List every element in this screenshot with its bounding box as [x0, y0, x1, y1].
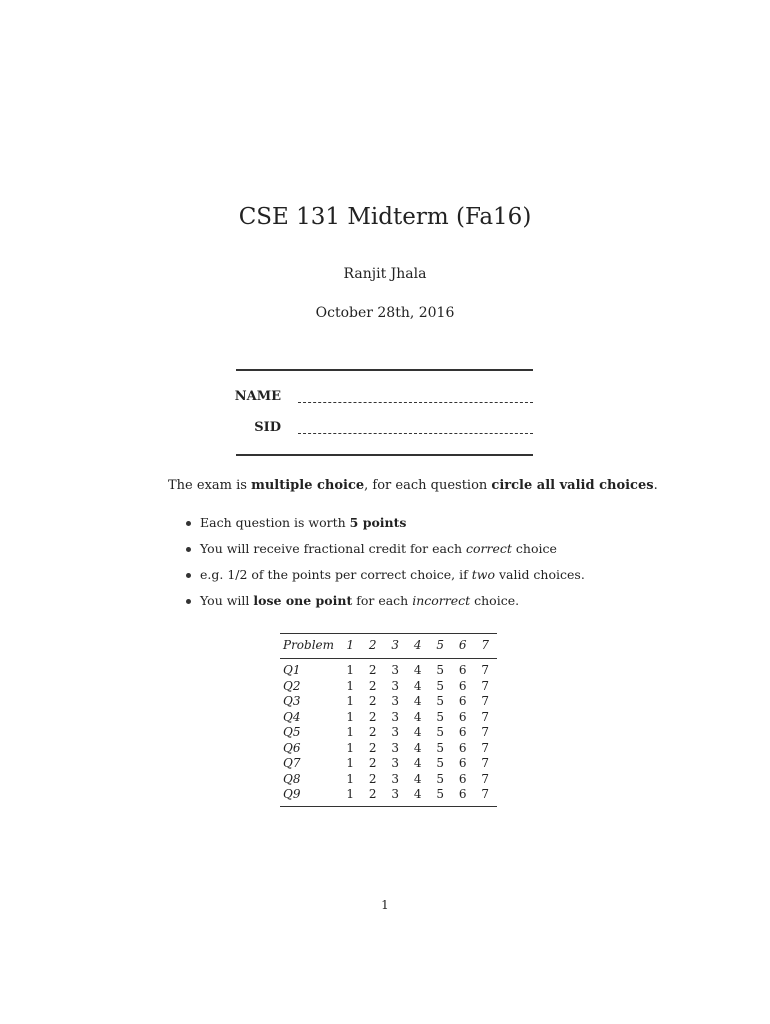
choice-option[interactable]: 2 — [368, 740, 377, 755]
exam-date: October 28th, 2016 — [315, 305, 455, 321]
choice-option[interactable]: 1 — [346, 771, 355, 786]
bullet-italic: two — [471, 567, 495, 582]
table-row — [280, 725, 497, 741]
choice-option[interactable]: 7 — [481, 771, 490, 786]
choice-option[interactable]: 7 — [474, 787, 497, 806]
name-label: NAME — [234, 389, 281, 404]
bullet-text-end: valid choices. — [494, 567, 585, 582]
choice-option[interactable]: 1 — [346, 663, 355, 677]
choice-option[interactable]: 6 — [458, 725, 467, 739]
instructions-list — [180, 511, 585, 615]
sid-label: SID — [254, 420, 281, 435]
choice-option[interactable]: 4 — [413, 694, 422, 708]
choice-option[interactable]: 7 — [481, 678, 490, 693]
choice-option[interactable]: 3 — [391, 694, 400, 708]
choice-option[interactable]: 5 — [429, 787, 452, 806]
table-row — [280, 710, 497, 726]
column-header-choice: 1 — [346, 638, 355, 652]
choice-option[interactable]: 4 — [407, 787, 430, 806]
author-name: Ranjit Jhala — [343, 266, 427, 282]
question-label: Q5 — [283, 725, 301, 739]
table-header-row — [280, 634, 497, 659]
choice-option[interactable]: 3 — [391, 678, 400, 693]
choice-option[interactable]: 3 — [391, 771, 400, 786]
choice-option[interactable]: 1 — [346, 678, 355, 693]
choice-option[interactable]: 4 — [413, 740, 422, 755]
choice-option[interactable]: 5 — [436, 756, 445, 770]
choice-option[interactable]: 6 — [458, 709, 467, 724]
bullet-text-end: choice. — [470, 593, 520, 608]
choice-option[interactable]: 1 — [346, 756, 355, 770]
bullet-icon — [186, 573, 191, 578]
column-header-choice: 7 — [481, 638, 490, 652]
intro-prefix: The exam is — [168, 478, 252, 493]
intro-bold-circle: circle all valid choices — [491, 478, 654, 493]
choice-option[interactable]: 7 — [481, 663, 490, 677]
choice-option[interactable]: 4 — [413, 678, 422, 693]
choice-option[interactable]: 3 — [391, 709, 400, 724]
choice-option[interactable]: 1 — [346, 709, 355, 724]
bullet-text-mid: for each — [352, 593, 413, 608]
choice-option[interactable]: 4 — [413, 663, 422, 677]
question-label: Q4 — [283, 709, 301, 724]
choice-option[interactable]: 5 — [436, 725, 445, 739]
choice-option[interactable]: 5 — [436, 663, 445, 677]
question-label: Q1 — [283, 663, 301, 677]
column-header-choice: 4 — [413, 638, 422, 652]
bullet-italic: incorrect — [412, 593, 471, 608]
sid-field[interactable] — [298, 433, 533, 434]
bullet-icon — [186, 547, 191, 552]
table-row — [280, 787, 497, 806]
column-header-choice: 5 — [436, 638, 445, 652]
choice-option[interactable]: 6 — [458, 740, 467, 755]
choice-option[interactable]: 1 — [346, 694, 355, 708]
table-row — [280, 741, 497, 757]
column-header-choice: 2 — [368, 638, 377, 652]
choice-option[interactable]: 2 — [362, 787, 385, 806]
choice-option[interactable]: 2 — [368, 678, 377, 693]
form-top-rule — [236, 369, 533, 371]
choice-option[interactable]: 6 — [458, 756, 467, 770]
table-row — [280, 694, 497, 710]
choice-option[interactable]: 6 — [458, 663, 467, 677]
choice-option[interactable]: 7 — [481, 725, 490, 739]
choice-option[interactable]: 7 — [481, 709, 490, 724]
table-row — [280, 659, 497, 679]
table-row — [280, 679, 497, 695]
choice-option[interactable]: 6 — [458, 678, 467, 693]
choice-option[interactable]: 1 — [346, 740, 355, 755]
choice-option[interactable]: 6 — [458, 771, 467, 786]
question-label: Q9 — [280, 787, 339, 806]
bullet-bold: 5 points — [349, 515, 407, 530]
form-bottom-rule — [236, 454, 533, 456]
choice-option[interactable]: 2 — [368, 663, 377, 677]
bullet-text: You will — [200, 593, 254, 608]
list-item — [180, 563, 585, 589]
choice-option[interactable]: 7 — [481, 694, 490, 708]
choice-option[interactable]: 3 — [391, 725, 400, 739]
exam-title: CSE 131 Midterm (Fa16) — [238, 204, 532, 230]
column-header-problem: Problem — [283, 638, 335, 652]
column-header-choice: 3 — [391, 638, 400, 652]
bullet-italic: correct — [466, 541, 512, 556]
choice-option[interactable]: 2 — [368, 725, 377, 739]
question-label: Q2 — [283, 678, 301, 693]
choice-option[interactable]: 6 — [458, 694, 467, 708]
choice-option[interactable]: 7 — [481, 740, 490, 755]
choice-option[interactable]: 5 — [436, 678, 445, 693]
choice-option[interactable]: 2 — [368, 694, 377, 708]
question-label: Q7 — [283, 756, 301, 770]
bullet-text: You will receive fractional credit for each — [200, 541, 467, 556]
table-row — [280, 756, 497, 772]
intro-middle: , for each question — [364, 478, 492, 493]
list-item — [180, 511, 585, 537]
bullet-text: e.g. 1/2 of the points per correct choice, if — [200, 567, 472, 582]
choice-option[interactable]: 4 — [413, 756, 422, 770]
choice-option[interactable]: 4 — [413, 709, 422, 724]
choice-option[interactable]: 1 — [339, 787, 362, 806]
instructions-intro — [168, 478, 658, 493]
question-label: Q6 — [283, 740, 301, 755]
choice-option[interactable]: 7 — [481, 756, 490, 770]
choice-option[interactable]: 3 — [384, 787, 407, 806]
page-number: 1 — [381, 898, 389, 912]
bullet-text-end: choice — [511, 541, 557, 556]
bullet-icon — [186, 521, 191, 526]
list-item — [180, 537, 585, 563]
choice-option[interactable]: 3 — [391, 663, 400, 677]
choice-option[interactable]: 2 — [368, 756, 377, 770]
choice-option[interactable]: 6 — [452, 787, 475, 806]
choice-option[interactable]: 2 — [368, 709, 377, 724]
question-label: Q8 — [283, 771, 301, 786]
choice-option[interactable]: 4 — [413, 771, 422, 786]
choice-option[interactable]: 1 — [346, 725, 355, 739]
bullet-bold: lose one point — [253, 593, 353, 608]
intro-suffix: . — [653, 478, 658, 493]
column-header-choice: 6 — [458, 638, 467, 652]
intro-bold-multiple-choice: multiple choice — [251, 478, 365, 493]
choice-option[interactable]: 5 — [436, 740, 445, 755]
name-field[interactable] — [298, 402, 533, 403]
choice-option[interactable]: 4 — [413, 725, 422, 739]
table-row — [280, 772, 497, 788]
bullet-icon — [186, 599, 191, 604]
choice-option[interactable]: 3 — [391, 756, 400, 770]
choice-option[interactable]: 3 — [391, 740, 400, 755]
choice-option[interactable]: 5 — [436, 709, 445, 724]
answer-grid — [280, 633, 497, 807]
question-label: Q3 — [283, 694, 301, 708]
bullet-text: Each question is worth — [200, 515, 350, 530]
choice-option[interactable]: 5 — [436, 771, 445, 786]
choice-option[interactable]: 5 — [436, 694, 445, 708]
choice-option[interactable]: 2 — [368, 771, 377, 786]
list-item — [180, 589, 585, 615]
